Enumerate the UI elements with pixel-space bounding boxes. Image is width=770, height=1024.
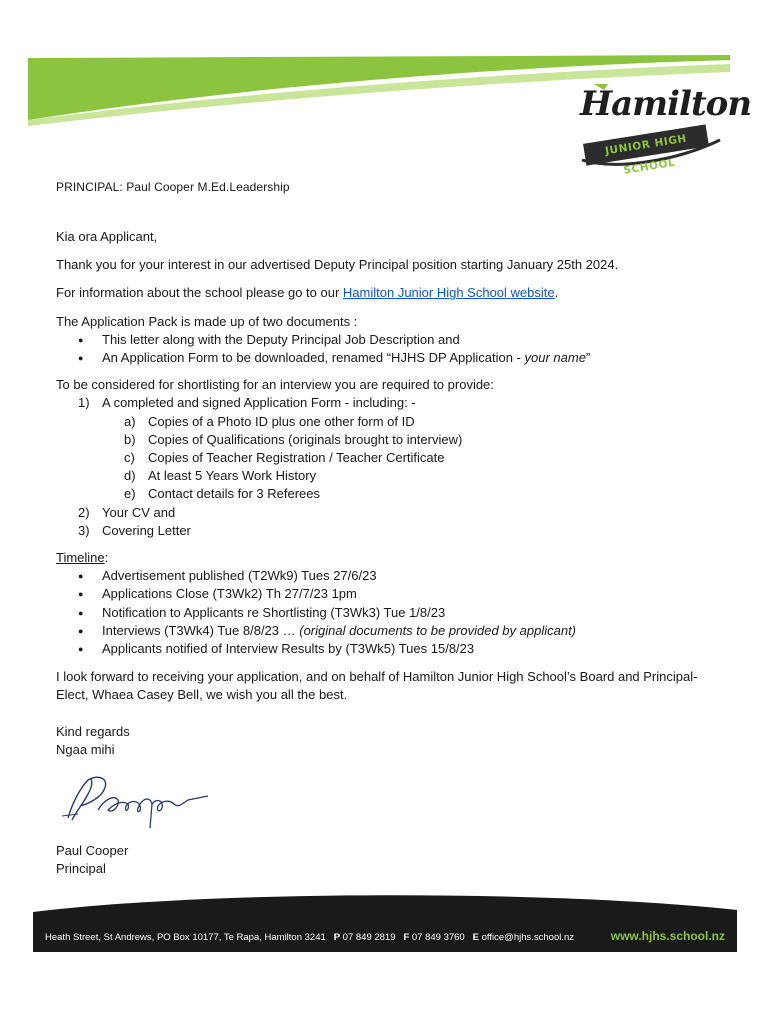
timeline-item-3: Notification to Applicants re Shortlisting (T3Wk3) Tue 1/8/23 <box>102 604 446 620</box>
list-item <box>56 467 726 485</box>
list-item <box>56 504 726 522</box>
sub-item-c: Copies of Teacher Registration / Teacher Certificate <box>148 450 445 466</box>
list-item <box>56 567 726 585</box>
timeline-label: Timeline <box>56 550 105 566</box>
list-letter: c) <box>124 450 135 466</box>
signer-title: Principal <box>56 861 106 877</box>
timeline-item-4-note: (original documents to be provided by applicant) <box>299 622 577 638</box>
letter-body <box>56 228 726 759</box>
info-paragraph <box>56 284 726 302</box>
list-letter: b) <box>124 431 136 447</box>
closing-paragraph: I look forward to receiving your application, and on behalf of Hamilton Junior High School’s Board and Principal-Elect, Whaea Casey Bell, we wish you all the best. <box>56 669 698 703</box>
list-number: 1) <box>78 395 90 411</box>
logo-banner: JUNIOR HIGH SCHOOL <box>583 124 709 165</box>
pack-item-2-end: ” <box>585 350 591 366</box>
list-item <box>56 522 726 540</box>
thanks-paragraph: Thank you for your interest in our advertised Deputy Principal position starting January 25th 2024. <box>56 257 619 273</box>
pack-intro: The Application Pack is made up of two documents : <box>56 313 358 329</box>
sub-item-a: Copies of a Photo ID plus one other form of ID <box>148 413 415 429</box>
requirement-3: Covering Letter <box>102 522 191 538</box>
list-item <box>56 349 726 367</box>
signature-block <box>56 842 128 878</box>
regards-line-1: Kind regards <box>56 723 130 739</box>
timeline-item-1: Advertisement published (T2Wk9) Tues 27/6/23 <box>102 568 377 584</box>
list-item <box>56 585 726 603</box>
footer-fax: 07 849 3760 <box>411 932 465 943</box>
footer-email-label: E <box>472 932 479 943</box>
pack-item-2-italic: your name <box>524 350 586 366</box>
greeting: Kia ora Applicant, <box>56 229 158 244</box>
sub-item-e: Contact details for 3 Referees <box>148 486 320 502</box>
pack-item-2: An Application Form to be downloaded, renamed “HJHS DP Application - <box>102 350 525 366</box>
list-item <box>56 485 726 503</box>
list-item <box>56 449 726 467</box>
list-item <box>56 413 726 431</box>
list-item <box>56 331 726 349</box>
list-number: 2) <box>78 504 90 520</box>
requirement-1: A completed and signed Application Form - including: - <box>102 395 416 411</box>
school-website-link[interactable]: Hamilton Junior High School website <box>342 285 555 301</box>
info-end: . <box>554 285 559 301</box>
footer-fax-label: F <box>403 932 410 943</box>
list-item <box>56 640 726 658</box>
timeline-item-4: Interviews (T3Wk4) Tue 8/8/23 … <box>102 622 300 638</box>
list-item <box>56 604 726 622</box>
requirements-list <box>56 394 726 540</box>
sub-item-b: Copies of Qualifications (originals brought to interview) <box>148 431 463 447</box>
timeline-item-2: Applications Close (T3Wk2) Th 27/7/23 1pm <box>102 586 357 602</box>
principal-line: PRINCIPAL: Paul Cooper M.Ed.Leadership <box>56 180 290 194</box>
timeline-colon: : <box>104 550 109 566</box>
footer-email: office@hjhs.school.nz <box>481 932 575 943</box>
list-item <box>56 431 726 449</box>
info-text: For information about the school please go to our <box>56 285 343 301</box>
pack-item-1: This letter along with the Deputy Principal Job Description and <box>102 331 460 347</box>
timeline-list <box>56 567 726 658</box>
requirement-2: Your CV and <box>102 504 176 520</box>
timeline-heading <box>56 549 726 567</box>
list-item <box>56 622 726 640</box>
list-number: 3) <box>78 522 90 538</box>
logo-wordmark: Hamilton <box>580 84 752 124</box>
list-letter: a) <box>124 413 136 429</box>
list-letter: e) <box>124 486 136 502</box>
school-logo <box>574 82 752 177</box>
footer-address: Heath Street, St Andrews, PO Box 10177, Te Rapa, Hamilton 3241 <box>45 932 326 943</box>
regards-line-2: Ngaa mihi <box>56 741 115 757</box>
list-letter: d) <box>124 468 136 484</box>
sub-requirements-list <box>102 413 726 504</box>
sub-item-d: At least 5 Years Work History <box>148 468 317 484</box>
footer-website[interactable]: www.hjhs.school.nz <box>610 929 725 943</box>
signature-image <box>58 770 218 832</box>
signer-name: Paul Cooper <box>56 843 129 858</box>
requirements-intro: To be considered for shortlisting for an interview you are required to provide: <box>56 377 494 393</box>
footer-phone-label: P <box>333 932 341 943</box>
pack-list <box>56 331 726 367</box>
list-item <box>56 394 726 503</box>
footer-bar <box>33 890 737 952</box>
footer-phone: 07 849 2819 <box>342 932 396 943</box>
footer-contact <box>45 932 574 943</box>
timeline-item-5: Applicants notified of Interview Results by (T3Wk5) Tues 15/8/23 <box>102 641 475 657</box>
